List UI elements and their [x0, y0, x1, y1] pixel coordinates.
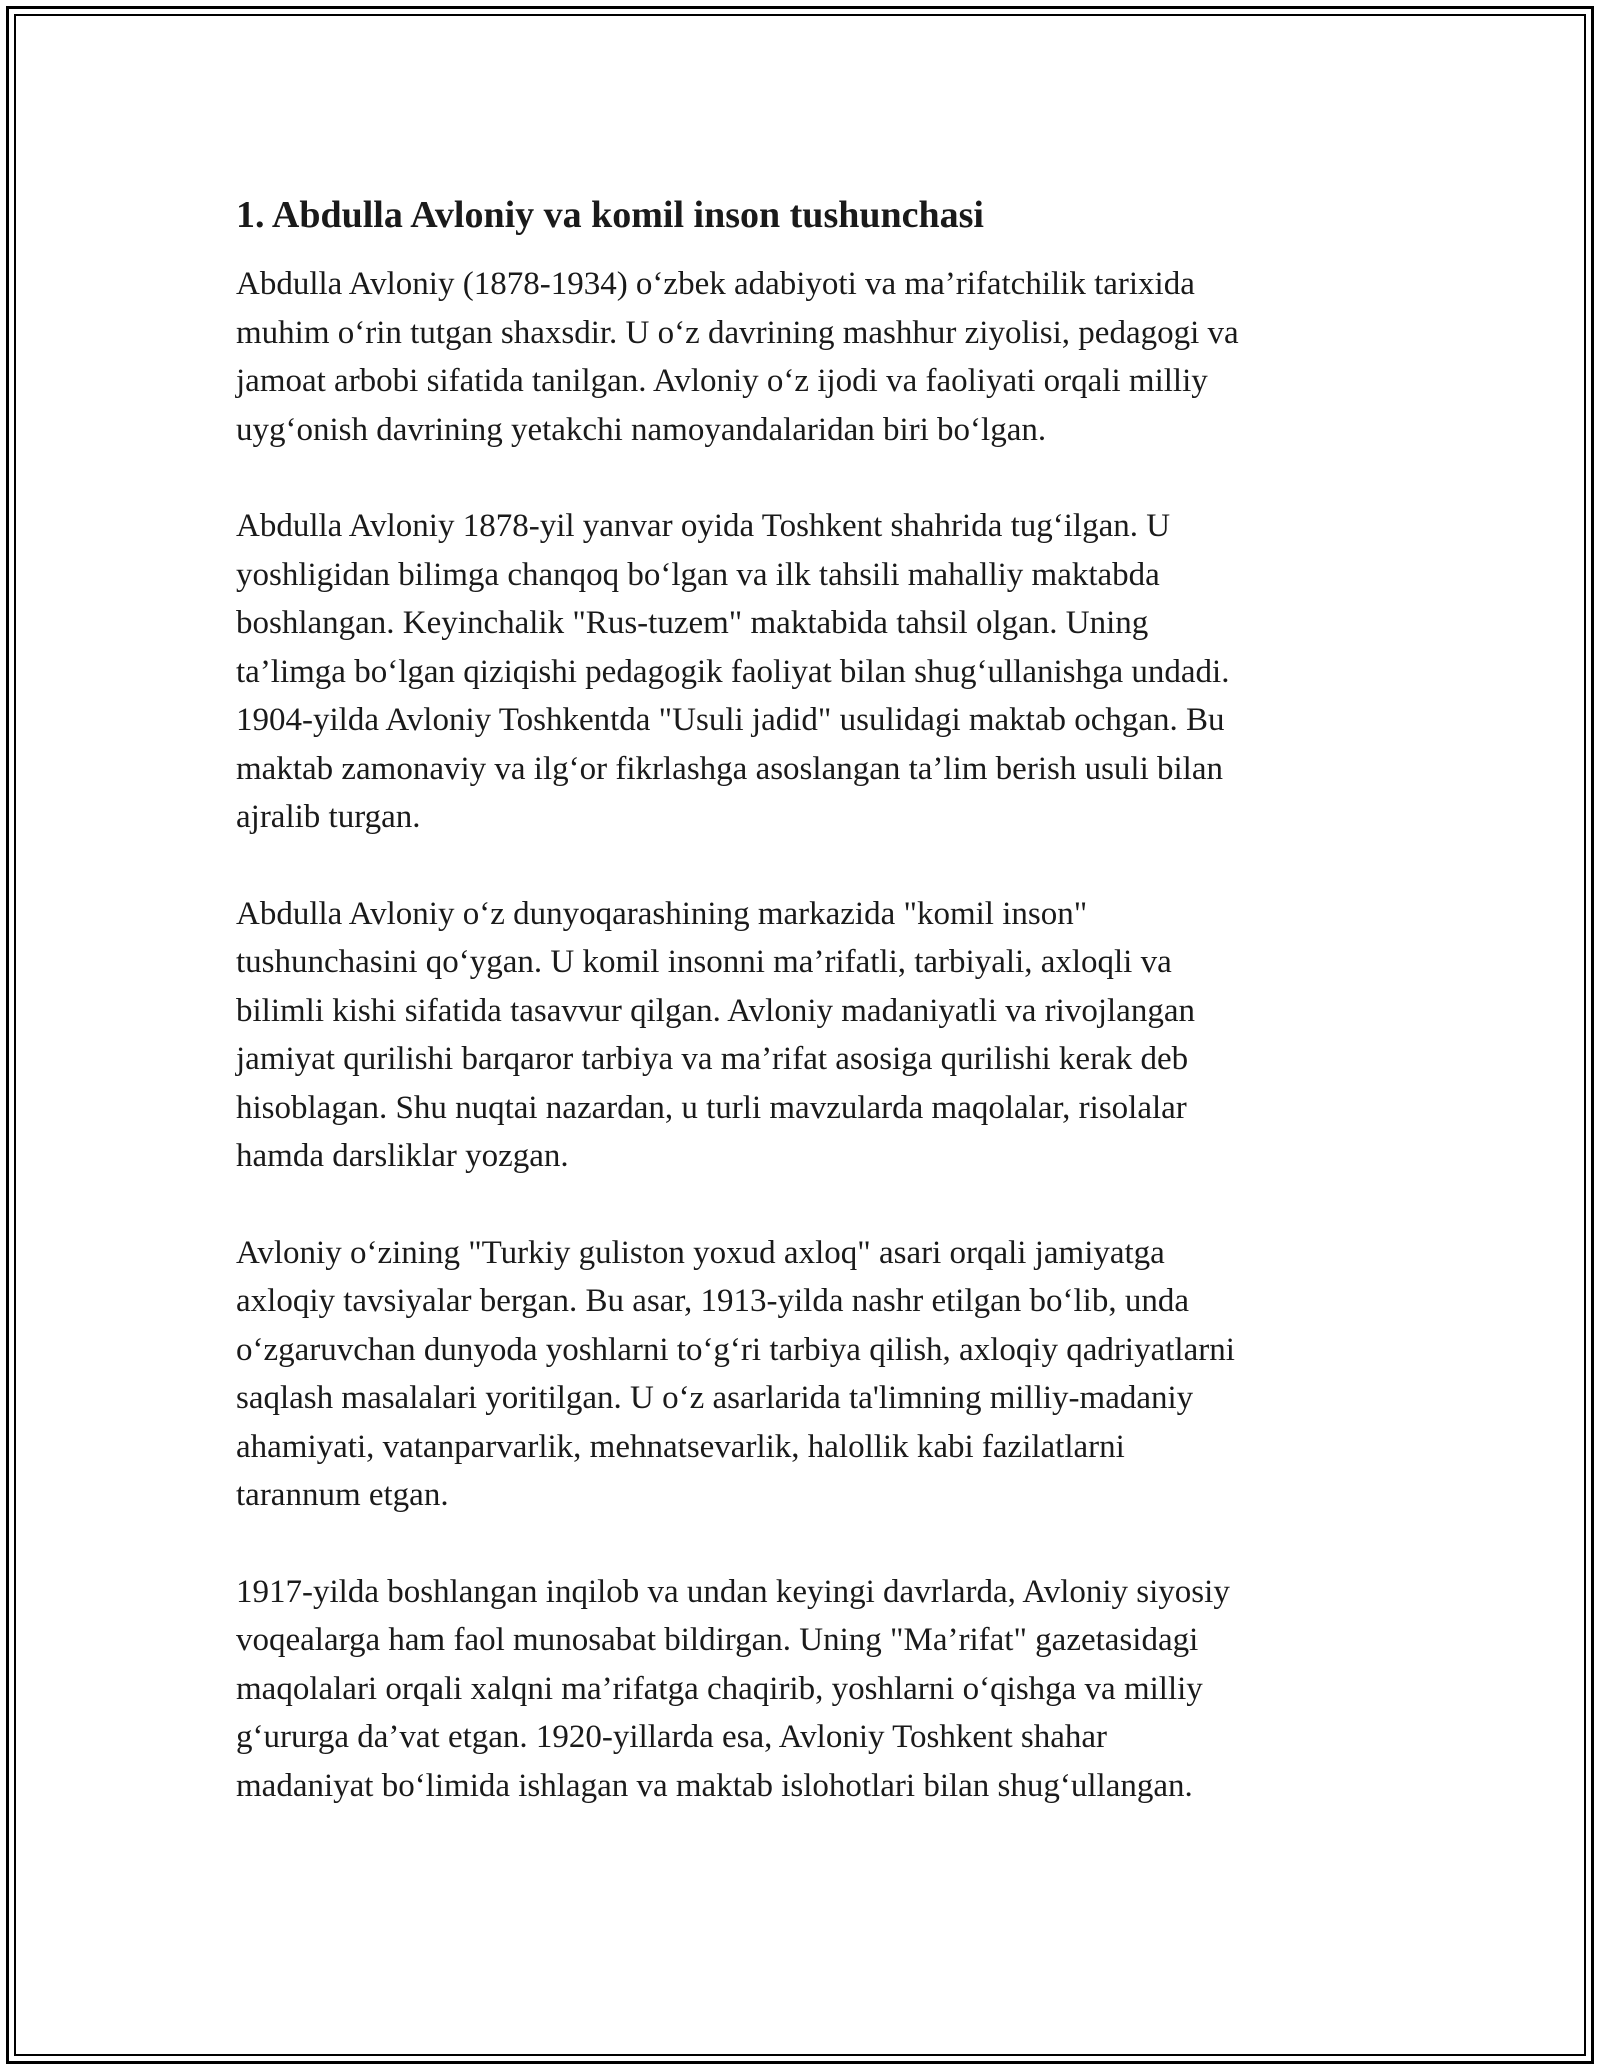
paragraph-komil-inson: Abdulla Avloniy o‘z dunyoqarashining markazida "komil inson" tushunchasini qo‘ygan. U komil insonni ma’rifatli, tarbiyali, axloqli va bilimli kishi sifatida tasavvur qilgan. Avloniy madaniyatli va rivojlangan jamiyat qurilishi barqaror tarbiya va ma’rifat asosiga qurilishi kerak deb hisoblagan. Shu nuqtai nazardan, u turli mavzularda maqolalar, risolalar hamda darsliklar yozgan. [236, 895, 1195, 1174]
paragraph-biography: Abdulla Avloniy 1878-yil yanvar oyida Toshkent shahrida tug‘ilgan. U yoshligidan bilimga chanqoq bo‘lgan va ilk tahsili mahalliy maktabda boshlangan. Keyinchalik "Rus-tuzem" maktabida tahsil olgan. Uning ta’limga bo‘lgan qiziqishi pedagogik faoliyat bilan shug‘ullanishga undadi. 1904-yilda Avloniy Toshkentda "Usuli jadid" usulidagi maktab ochgan. Bu maktab zamonaviy va ilg‘or fikrlashga asoslangan ta’lim berish usuli bilan ajralib turgan. [236, 508, 1230, 835]
paragraph-intro: Abdulla Avloniy (1878-1934) o‘zbek adabiyoti va ma’rifatchilik tarixida muhim o‘rin tutgan shaxsdir. U o‘z davrining mashhur ziyolisi, pedagogi va jamoat arbobi sifatida tanilgan. Avloniy o‘z ijodi va faoliyati orqali milliy uyg‘onish davrining yetakchi namoyandalaridan biri bo‘lgan. [236, 266, 1239, 448]
paragraph-revolution-period: 1917-yilda boshlangan inqilob va undan keyingi davrlarda, Avloniy siyosiy voqealarga ham faol munosabat bildirgan. Uning "Ma’rifat" gazetasidagi maqolalari orqali xalqni ma’rifatga chaqirib, yoshlarni o‘qishga va milliy g‘ururga da’vat etgan. 1920-yillarda esa, Avloniy Toshkent shahar madaniyat bo‘limida ishlagan va maktab islohotlari bilan shug‘ullangan. [236, 1573, 1230, 1804]
document-body [236, 190, 1366, 1858]
paragraph-turkiy-guliston: Avloniy o‘zining "Turkiy guliston yoxud axloq" asari orqali jamiyatga axloqiy tavsiyalar bergan. Bu asar, 1913-yilda nashr etilgan bo‘lib, unda o‘zgaruvchan dunyoda yoshlarni to‘g‘ri tarbiya qilish, axloqiy qadriyatlarni saqlash masalalari yoritilgan. U o‘z asarlarida ta'limning milliy-madaniy ahamiyati, vatanparvarlik, mehnatsevarlik, halollik kabi fazilatlarni tarannum etgan. [236, 1234, 1235, 1513]
section-heading: 1. Abdulla Avloniy va komil inson tushunchasi [236, 194, 984, 236]
